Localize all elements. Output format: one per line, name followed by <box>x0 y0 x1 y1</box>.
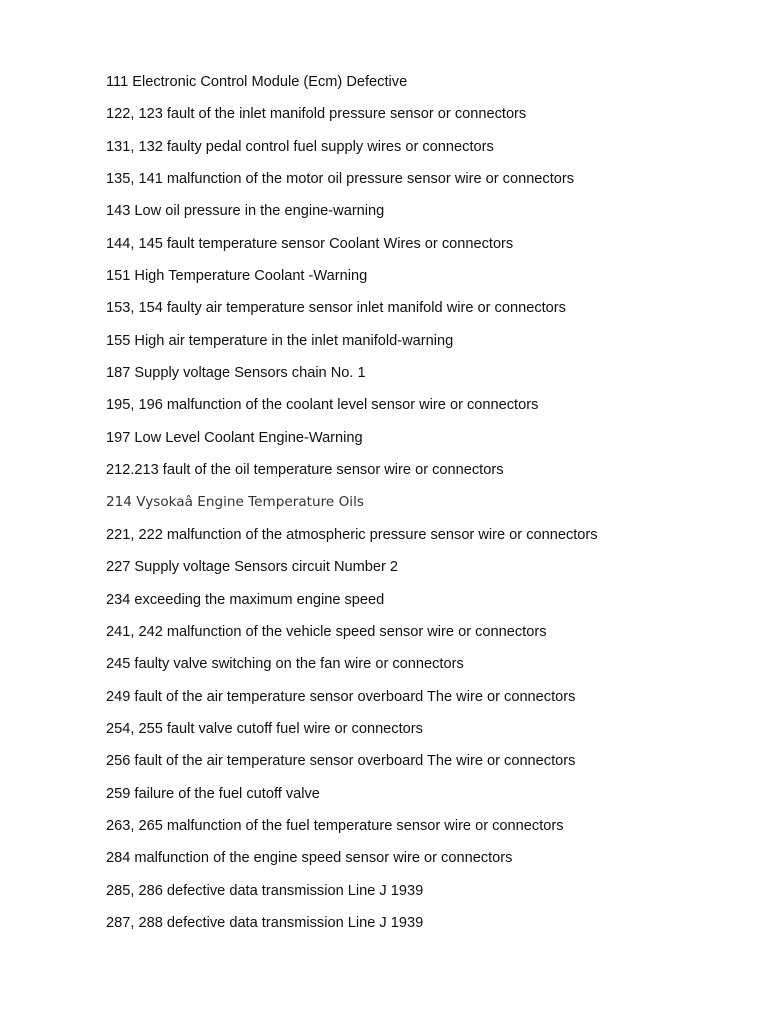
code-line-155: 155 High air temperature in the inlet manifold-warning <box>106 332 454 349</box>
code-line-263-265: 263, 265 malfunction of the fuel temperature sensor wire or connectors <box>106 817 564 834</box>
code-line-284: 284 malfunction of the engine speed sensor wire or connectors <box>106 850 513 867</box>
code-line-234: 234 exceeding the maximum engine speed <box>106 591 385 608</box>
code-line-144-145: 144, 145 fault temperature sensor Coolant Wires or connectors <box>106 235 514 252</box>
code-line-227: 227 Supply voltage Sensors circuit Number 2 <box>106 559 399 576</box>
code-line-256: 256 fault of the air temperature sensor overboard The wire or connectors <box>106 753 576 770</box>
code-line-111: 111 Electronic Control Module (Ecm) Defective <box>106 74 408 90</box>
code-line-143: 143 Low oil pressure in the engine-warning <box>106 203 385 220</box>
code-line-254-255: 254, 255 fault valve cutoff fuel wire or connectors <box>106 720 423 737</box>
code-line-197: 197 Low Level Coolant Engine-Warning <box>106 429 363 446</box>
code-line-135-141: 135, 141 malfunction of the motor oil pressure sensor wire or connectors <box>106 171 575 188</box>
code-line-259: 259 failure of the fuel cutoff valve <box>106 785 320 802</box>
code-line-212-213: 212.213 fault of the oil temperature sensor wire or connectors <box>106 462 504 479</box>
code-line-245: 245 faulty valve switching on the fan wire or connectors <box>106 656 464 673</box>
code-line-153-154: 153, 154 faulty air temperature sensor inlet manifold wire or connectors <box>106 300 566 317</box>
code-line-131-132: 131, 132 faulty pedal control fuel supply wires or connectors <box>106 138 494 155</box>
code-line-122-123: 122, 123 fault of the inlet manifold pressure sensor or connectors <box>106 106 527 123</box>
code-line-151: 151 High Temperature Coolant -Warning <box>106 268 368 285</box>
code-line-285-286: 285, 286 defective data transmission Line J 1939 <box>106 882 424 899</box>
code-line-195-196: 195, 196 malfunction of the coolant level sensor wire or connectors <box>106 397 539 414</box>
code-line-287-288: 287, 288 defective data transmission Line J 1939 <box>106 914 424 931</box>
code-line-187: 187 Supply voltage Sensors chain No. 1 <box>106 365 366 382</box>
code-line-249: 249 fault of the air temperature sensor overboard The wire or connectors <box>106 688 576 705</box>
code-line-214: 214 Vysokaâ Engine Temperature Oils <box>106 494 364 511</box>
code-line-221-222: 221, 222 malfunction of the atmospheric pressure sensor wire or connectors <box>106 526 598 543</box>
code-line-241-242: 241, 242 malfunction of the vehicle speed sensor wire or connectors <box>106 623 547 640</box>
fault-code-list <box>106 72 598 945</box>
